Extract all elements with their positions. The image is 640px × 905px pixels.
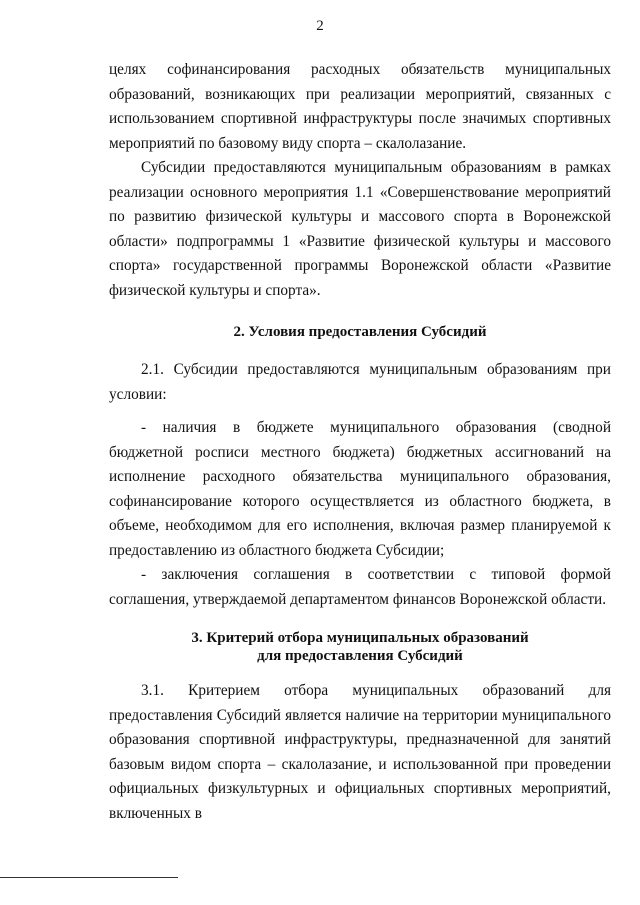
- paragraph-purpose: целях софинансирования расходных обязательств муниципальных образований, возникающих при реализации мероприятий, связанных с использованием спортивной инфраструктуры после значимых спортивных мероприятий по базовому виду спорта – скалолазание.: [109, 61, 611, 152]
- section-3-heading-line1: 3. Критерий отбора муниципальных образований: [191, 630, 529, 646]
- paragraph-2-1: 2.1. Субсидии предоставляются муниципальным образованиям при условии:: [109, 361, 611, 403]
- condition-budget: - наличия в бюджете муниципального образования (сводной бюджетной росписи местного бюджета) бюджетных ассигнований на исполнение расходного обязательства муниципального образования, софинансирование которого осуществляется из областного бюджета, в объеме, необходимом для его исполнения, включая размер планируемой к предоставлению из областного бюджета Субсидии;: [109, 419, 611, 559]
- section-3-heading: [109, 629, 611, 665]
- footnote-divider: [0, 877, 178, 878]
- document-body: [109, 58, 611, 826]
- condition-agreement: - заключения соглашения в соответствии с типовой формой соглашения, утверждаемой департаментом финансов Воронежской области.: [109, 566, 611, 608]
- section-2-heading: 2. Условия предоставления Субсидий: [233, 324, 487, 340]
- paragraph-3-1: 3.1. Критерием отбора муниципальных образований для предоставления Субсидий является наличие на территории муниципального образования спортивной инфраструктуры, предназначенной для занятий базовым видом спорта – скалолазание, и использованной при проведении официальных физкультурных и официальных спортивных мероприятий, включенных в: [109, 682, 611, 822]
- page-number: 2: [316, 18, 324, 34]
- paragraph-program: Субсидии предоставляются муниципальным образованиям в рамках реализации основного мероприятия 1.1 «Совершенствование мероприятий по развитию физической культуры и массового спорта в Воронежской области» подпрограммы 1 «Развитие физической культуры и массового спорта» государственной программы Воронежской области «Развитие физической культуры и спорта».: [109, 159, 611, 299]
- section-3-heading-line2: для предоставления Субсидий: [257, 648, 463, 664]
